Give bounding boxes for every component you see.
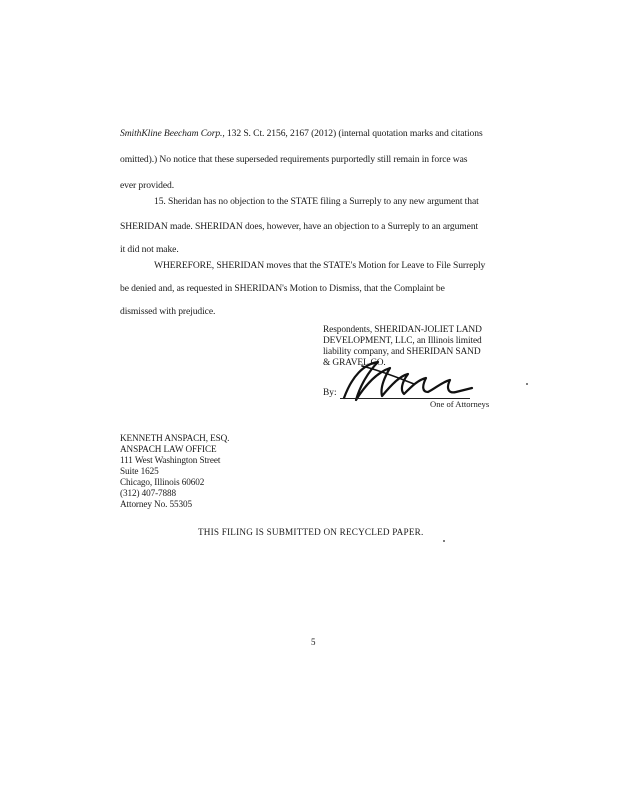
scan-speck <box>443 540 445 542</box>
attorney-name: KENNETH ANSPACH, ESQ. <box>120 433 230 443</box>
street-address: 111 West Washington Street <box>120 455 221 465</box>
paragraph-15-line-2: SHERIDAN made. SHERIDAN does, however, have an objection to a Surreply to an argument <box>120 221 479 232</box>
scan-speck <box>526 383 528 385</box>
city-state-zip: Chicago, Illinois 60602 <box>120 477 205 487</box>
by-label: By: <box>323 388 337 398</box>
signature-caption: One of Attorneys <box>430 399 490 409</box>
respondents-line-3: liability company, and SHERIDAN SAND <box>323 347 481 357</box>
body-line-1 <box>120 128 500 140</box>
recycled-paper-notice: THIS FILING IS SUBMITTED ON RECYCLED PAPER. <box>198 527 424 537</box>
wherefore-line-1: WHEREFORE, SHERIDAN moves that the STATE's Motion for Leave to File Surreply <box>154 260 486 271</box>
respondents-line-4: & GRAVEL CO. <box>323 358 386 368</box>
respondents-line-2: DEVELOPMENT, LLC, an Illinois limited <box>323 336 482 346</box>
respondents-line-1: Respondents, SHERIDAN-JOLIET LAND <box>323 325 482 335</box>
phone-number: (312) 407-7888 <box>120 488 177 498</box>
case-citation: SmithKline Beecham Corp., <box>120 128 225 139</box>
wherefore-line-3: dismissed with prejudice. <box>120 306 216 317</box>
paragraph-15-line-3: it did not make. <box>120 244 179 255</box>
wherefore-line-2: be denied and, as requested in SHERIDAN's Motion to Dismiss, that the Complaint be <box>120 283 445 294</box>
attorney-block <box>120 433 360 510</box>
suite: Suite 1625 <box>120 466 159 476</box>
body-line-2: omitted).) No notice that these superseded requirements purportedly still remain in force was <box>120 154 468 165</box>
law-office: ANSPACH LAW OFFICE <box>120 444 217 454</box>
page-number: 5 <box>311 637 316 647</box>
attorney-number: Attorney No. 55305 <box>120 499 192 509</box>
citation-rest: 132 S. Ct. 2156, 2167 (2012) (internal quotation marks and citations <box>224 128 483 139</box>
paragraph-15-line-1: 15. Sheridan has no objection to the STATE filing a Surreply to any new argument that <box>154 196 479 207</box>
body-line-3: ever provided. <box>120 180 175 191</box>
